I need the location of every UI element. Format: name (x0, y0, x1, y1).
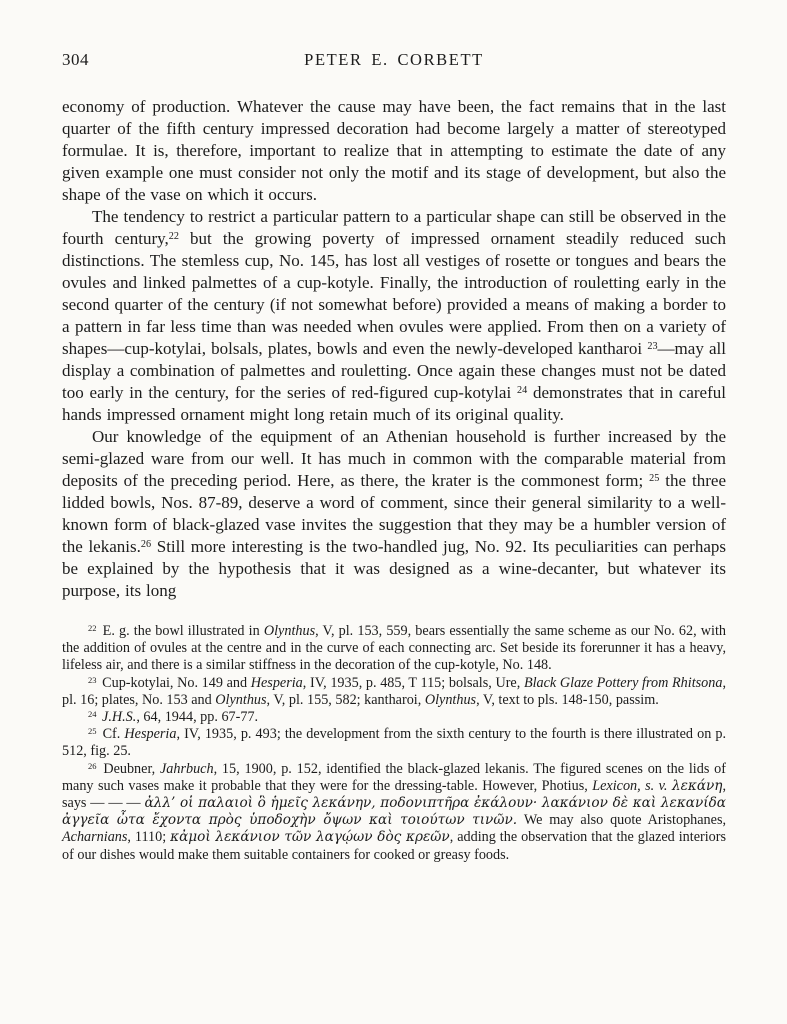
footnote-23 (62, 675, 726, 709)
text-run: Lexicon, s. v. (592, 777, 668, 794)
text-run: , adding the observation that the glazed interiors of our dishes would make them suitable containers for cooked or greasy foods. (62, 829, 727, 863)
text-run: the three lidded bowls, Nos. 87-89, deserve a word of comment, since their general similarity to a well-known form of black-glazed vase invites the suggestion that they may be a humbler version of the lekanis. (62, 471, 726, 556)
text-run: Olynthus (215, 691, 267, 708)
text-run: , says — — — (62, 777, 727, 812)
text-run: economy of production. Whatever the cause may have been, the fact remains that in the last quarter of the fifth century impressed decoration had become largely a matter of stereotyped formulae. It is, therefore, important to realize that in attempting to estimate the date of any given example one must consider not only the motif and its stage of development, but also the shape of the vase on which it occurs. (62, 97, 726, 204)
text-run: but the growing poverty of impressed ornament steadily reduced such distinctions. The stemless cup, No. 145, has lost all vestiges of rosette or tongues and bears the ovules and linked palmettes of a cup-kotyle. Finally, the introduction of rouletting early in the second quarter of the century (if not somewhat before) provided a means of making a border to a pattern in far less time than was needed when ovules were applied. From then on a variety of shapes—cup-kotylai, bolsals, plates, bowls and even the newly-developed kantharoi (62, 229, 726, 358)
body-text (62, 96, 726, 602)
text-run: Our knowledge of the equipment of an Athenian household is further increased by the semi-glazed ware from our well. It has much in common with the comparable material from deposits of the preceding period. Here, as there, the krater is the commonest form; (62, 427, 726, 490)
running-head-title: PETER E. CORBETT (304, 50, 484, 69)
text-run: Acharnians (62, 829, 128, 846)
text-run: λεκάνη (671, 777, 723, 794)
footnote-ref-26: 26 (140, 539, 152, 551)
text-run: , 1110; (127, 829, 171, 846)
text-run: E. g. the bowl illustrated in (102, 623, 264, 639)
page-frame (62, 50, 726, 864)
text-run: The tendency to restrict a particular pattern to a particular shape can still be observed in the fourth century, (62, 207, 726, 248)
footnote-25 (62, 726, 726, 760)
footnote-22 (62, 623, 726, 675)
text-run: , pl. 16; plates, No. 153 and (62, 674, 726, 708)
text-run: , IV, 1935, p. 493; the development from the sixth century to the fourth is there illustrated on p. 512, fig. 25. (62, 726, 727, 760)
footnote-number: 25 (88, 726, 97, 737)
running-head (62, 50, 726, 72)
text-run: Black Glaze Pottery from Rhitsona (523, 674, 723, 691)
text-run: κἀμοὶ λεκάνιον τῶν λαγῴων δὸς κρεῶν (170, 829, 450, 846)
text-run: J.H.S. (102, 709, 137, 726)
text-run: We may also quote Aristophanes, (517, 812, 727, 829)
text-run: —may all display a combination of palmettes and rouletting. Once again these changes must not be dated too early in the century, for the series of red-figured cup-kotylai (62, 339, 726, 402)
footnote-ref-23: 23 (647, 341, 658, 353)
footnote-26 (62, 761, 726, 864)
text-run: Cf. (102, 726, 125, 743)
text-run: Jahrbuch (159, 760, 214, 777)
footnote-24 (62, 709, 726, 726)
text-run: Olynthus (424, 691, 477, 708)
text-run: Olynthus (263, 623, 316, 639)
footnote-number: 24 (88, 708, 97, 719)
footnote-number: 22 (88, 622, 97, 633)
page-number: 304 (62, 50, 89, 69)
body-paragraph (62, 96, 726, 206)
body-paragraph (62, 426, 726, 602)
text-run: , V, pl. 155, 582; kantharoi, (266, 691, 425, 708)
text-run: demonstrates that in careful hands impressed ornament might long retain much of its original quality. (62, 383, 726, 424)
text-run: , 15, 1900, p. 152, identified the black-glazed lekanis. The figured scenes on the lids of many such vases make it probable that they were for the dressing-table. However, Photius, (62, 760, 726, 794)
footnote-ref-24: 24 (516, 385, 528, 397)
footnote-section (62, 623, 726, 864)
text-run: , IV, 1935, p. 485, T 115; bolsals, Ure, (302, 674, 524, 691)
body-paragraph (62, 206, 726, 426)
text-run: , V, pl. 153, 559, bears essentially the same scheme as our No. 62, with the addition of ovules at the centre and in the curve of each connecting arc. Set beside its forerunner it has a heavy, lifeless air, and there is a similar stiffness in the decoration of the cup-kotyle, No. 148. (62, 623, 727, 674)
text-run: Cup-kotylai, No. 149 and (102, 674, 251, 691)
footnote-ref-25: 25 (649, 473, 660, 485)
text-run: ἀλλ’ οἱ παλαιοὶ ὃ ἡμεῖς λεκάνην, ποδονιπτῆρα ἐκάλουν· λακάνιον δὲ καὶ λεκανίδα ἀγγεῖα ὦτα ἔχοντα πρὸς ὑποδοχὴν ὄψων καὶ τοιούτων τινῶν. (62, 795, 726, 829)
text-run: , 64, 1944, pp. 67-77. (136, 709, 259, 726)
footnote-number: 23 (88, 674, 97, 685)
text-run: Still more interesting is the two-handled jug, No. 92. Its peculiarities can perhaps be explained by the hypothesis that it was designed as a wine-decanter, but whatever its purpose, its long (62, 537, 726, 600)
footnote-ref-22: 22 (168, 231, 179, 243)
text-run: Hesperia (250, 674, 303, 691)
text-run: , V, text to pls. 148-150, passim. (476, 691, 659, 708)
footnote-number: 26 (88, 760, 97, 771)
text-run: Deubner, (103, 760, 160, 777)
text-run: Hesperia (124, 726, 177, 743)
